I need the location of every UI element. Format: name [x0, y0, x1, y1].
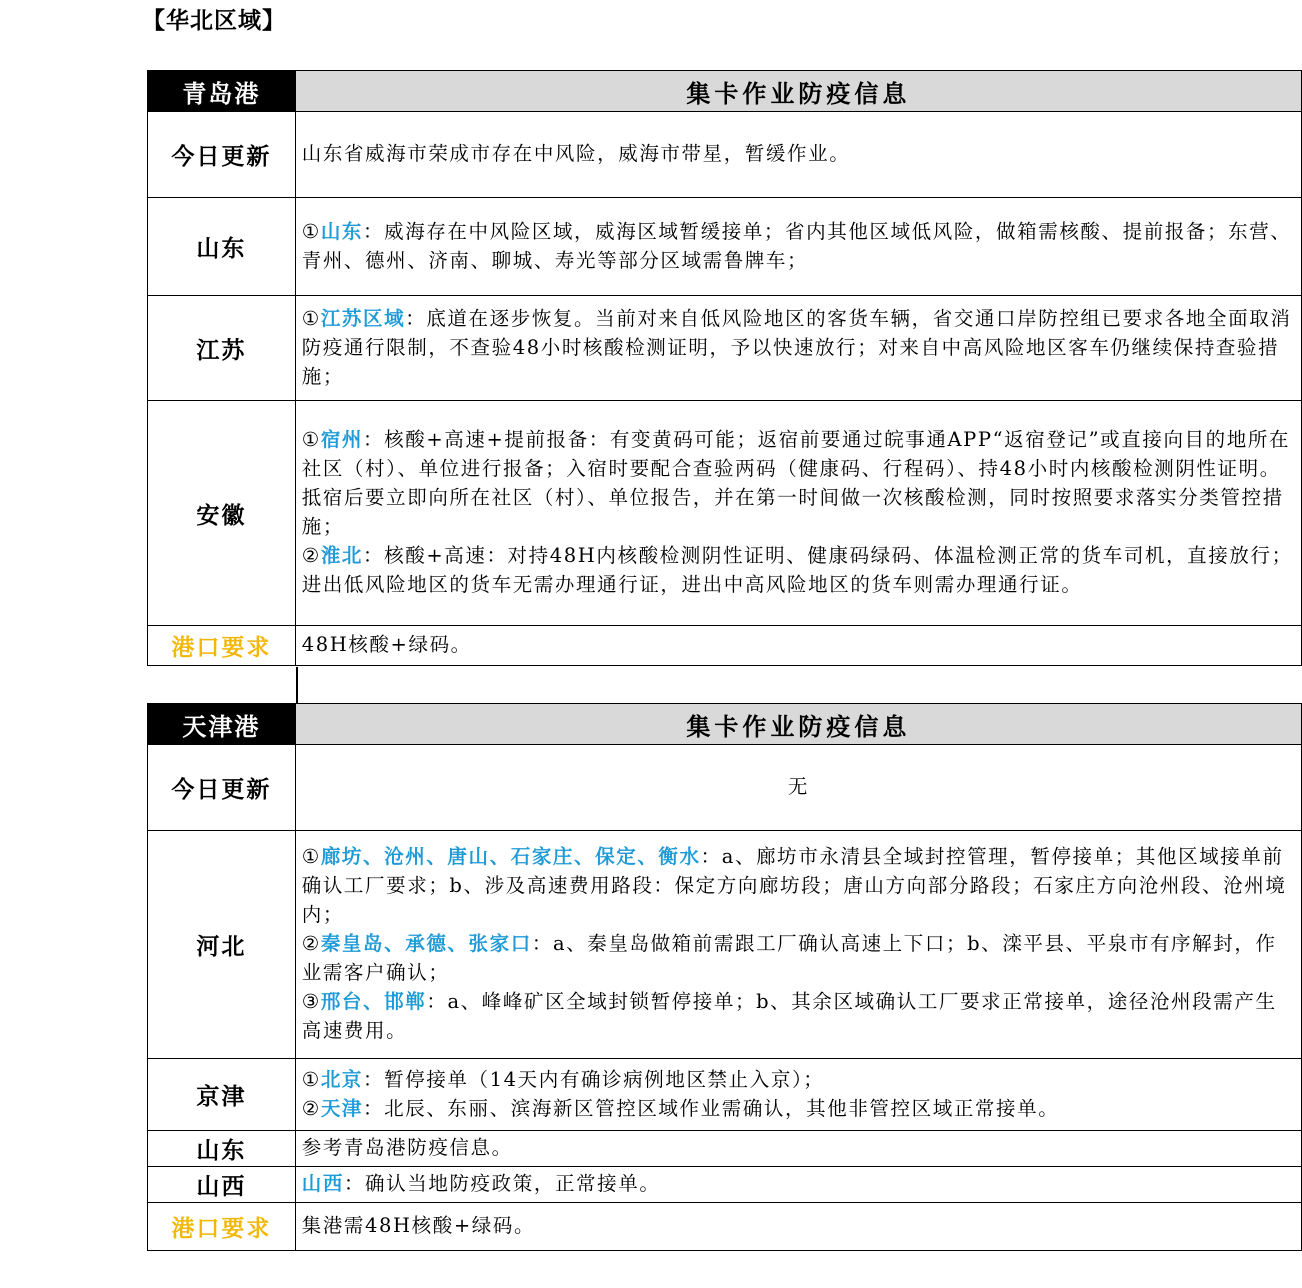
item-text: ：暂停接单（14天内有确诊病例地区禁止入京）； — [363, 1067, 825, 1091]
row-label-anhui: 安徽 — [148, 401, 296, 626]
item-number: ① — [301, 306, 321, 330]
area-name: 邢台、邯郸 — [320, 990, 427, 1013]
item-text: ：北辰、东丽、滨海新区管控区域作业需确认，其他非管控区域正常接单。 — [363, 1096, 1060, 1120]
area-name: 江苏区域 — [320, 306, 406, 330]
item-text: ：核酸+高速+提前报备：有变黄码可能；返宿前要通过皖事通APP“返宿登记”或直接向目的地所在社区（村）、单位进行报备；入宿时要配合查验两码（健康码、行程码）、持48小时内核酸检测阴性证明。抵宿后要立即向所在社区（村）、单位报告，并在第一时间做一次核酸检测，同时按照要求落实分类管控措施； — [301, 428, 1291, 538]
item-text: ：底道在逐步恢复。当前对来自低风险地区的客货车辆，省交通口岸防控组已要求各地全面取消防疫通行限制，不查验48小时核酸检测证明，予以快速放行；对来自中高风险地区客车仍继续保持查验措施； — [301, 306, 1292, 388]
row-label-hebei: 河北 — [148, 831, 296, 1059]
item-number: ① — [301, 428, 321, 451]
item-text: ：威海存在中风险区域，威海区域暂缓接单；省内其他区域低风险，做箱需核酸、提前报备；东营、青州、德州、济南、聊城、寿光等部分区域需鲁牌车； — [301, 219, 1292, 272]
info-header: 集卡作业防疫信息 — [295, 704, 1301, 745]
hebei-text — [295, 831, 1301, 1059]
row-label-jingjin: 京津 — [148, 1059, 296, 1131]
shandong-text: 参考青岛港防疫信息。 — [295, 1131, 1301, 1167]
row-label-update: 今日更新 — [148, 745, 296, 831]
table-row — [148, 1131, 1302, 1167]
table-row — [148, 401, 1302, 626]
area-name: 山东 — [320, 219, 364, 243]
row-label-shanxi: 山西 — [148, 1167, 296, 1203]
item-text: ：a、廊坊市永清县全域封控管理，暂停接单；其他区域接单前确认工厂要求；b、涉及高速费用路段：保定方向廊坊段；唐山方向部分路段；石家庄方向沧州段、沧州境内； — [301, 845, 1287, 926]
jingjin-text — [295, 1059, 1301, 1131]
table-row — [148, 626, 1302, 666]
update-text: 无 — [295, 745, 1301, 831]
table-row — [148, 745, 1302, 831]
divider — [296, 667, 298, 703]
item-number: ① — [301, 219, 321, 243]
table-row — [148, 1203, 1302, 1251]
info-header: 集卡作业防疫信息 — [295, 71, 1301, 112]
item-text: ：确认当地防疫政策，正常接单。 — [343, 1172, 661, 1195]
region-title: 【华北区域】 — [142, 7, 286, 34]
item-text: ：a、峰峰矿区全域封锁暂停接单；b、其余区域确认工厂要求正常接单，途径沧州段需产生高速费用。 — [301, 990, 1277, 1042]
table-row — [148, 1059, 1302, 1131]
row-label-update: 今日更新 — [148, 112, 296, 198]
item-number: ① — [301, 845, 321, 868]
port-requirement-text: 集港需48H核酸+绿码。 — [295, 1203, 1301, 1251]
table-row — [148, 1167, 1302, 1203]
area-name: 廊坊、沧州、唐山、石家庄、保定、衡水 — [320, 845, 701, 868]
item-text: ：a、秦皇岛做箱前需跟工厂确认高速上下口；b、滦平县、平泉市有序解封，作业需客户确认； — [301, 932, 1277, 984]
row-label-shandong: 山东 — [148, 198, 296, 296]
shandong-text — [295, 198, 1301, 296]
area-name: 秦皇岛、承德、张家口 — [320, 932, 532, 955]
area-name: 天津 — [320, 1096, 364, 1120]
area-name: 淮北 — [320, 544, 364, 567]
row-label-port-requirement: 港口要求 — [148, 1203, 296, 1251]
item-number: ③ — [301, 990, 321, 1013]
area-name: 山西 — [301, 1172, 344, 1195]
table-row — [148, 198, 1302, 296]
tianjin-port-table — [147, 703, 1302, 1251]
update-text: 山东省威海市荣成市存在中风险，威海市带星，暂缓作业。 — [295, 112, 1301, 198]
table-row — [148, 112, 1302, 198]
port-name-qingdao: 青岛港 — [148, 71, 296, 112]
shanxi-text — [295, 1167, 1301, 1203]
tianjin-header-row — [148, 704, 1302, 745]
table-row — [148, 296, 1302, 401]
row-label-jiangsu: 江苏 — [148, 296, 296, 401]
row-label-shandong: 山东 — [148, 1131, 296, 1167]
item-text: ：核酸+高速：对持48H内核酸检测阴性证明、健康码绿码、体温检测正常的货车司机，直接放行；进出低风险地区的货车无需办理通行证，进出中高风险地区的货车则需办理通行证。 — [301, 544, 1293, 596]
jiangsu-text — [295, 296, 1301, 401]
item-number: ② — [301, 1096, 321, 1120]
area-name: 北京 — [320, 1067, 364, 1091]
qingdao-port-table — [147, 70, 1302, 666]
item-number: ② — [301, 544, 321, 567]
item-number: ② — [301, 932, 321, 955]
item-number: ① — [301, 1067, 321, 1091]
row-label-port-requirement: 港口要求 — [148, 626, 296, 666]
qingdao-header-row — [148, 71, 1302, 112]
table-row — [148, 831, 1302, 1059]
port-name-tianjin: 天津港 — [148, 704, 296, 745]
anhui-text — [295, 401, 1301, 626]
area-name: 宿州 — [320, 428, 364, 451]
port-requirement-text: 48H核酸+绿码。 — [295, 626, 1301, 666]
